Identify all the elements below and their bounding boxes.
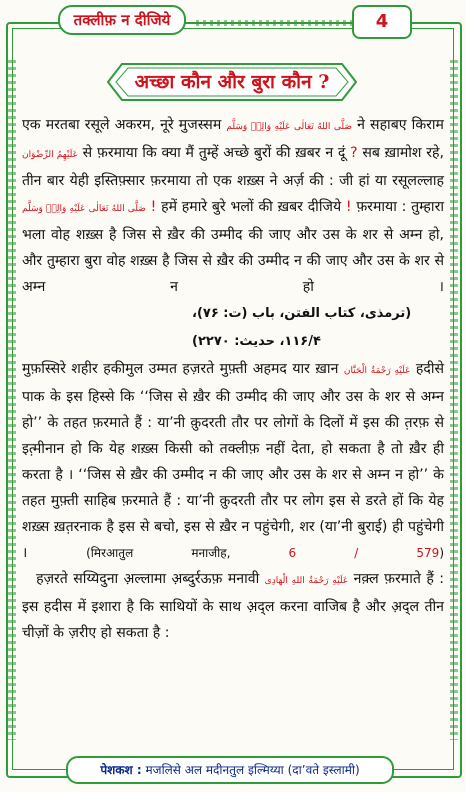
citation-tirmidhi <box>22 300 444 356</box>
footer-label: पेशकश : <box>100 763 142 777</box>
paragraph-2 <box>22 356 444 566</box>
text-run: नक़्ल फ़रमाते हैं : इस हदीस में इशारा है कि साथियों के साथ अ़द्ल करना वाजिब है और अ़द्ल तीन चीज़ों के ज़रीए हो सकता है : <box>22 571 444 641</box>
arabic-honorific: عَلَيْهِمُ الرِّضْوَان <box>22 150 78 160</box>
citation-text: (ترمذی، کتاب الفتن، باب (ت: ۷۶)، ۱۱۶/۴، حدیث: ۲۲۷۰) <box>192 306 412 349</box>
question-mark: ? <box>345 145 358 161</box>
chapter-title: अच्छा कौन और बुरा कौन ? <box>134 71 330 93</box>
book-title: तक्लीफ़ न दीजिये <box>58 5 186 35</box>
arabic-honorific: عَلَيْهِ رَحْمَةُ اللهِ الْهَادِى <box>264 576 349 586</box>
left-vine-ornament <box>8 60 16 740</box>
text-run: ने सहाबए किराम <box>352 117 444 133</box>
text-run: सब ख़ामोश रहे, तीन बार येही इस्तिफ़्सार फ़रमाया तो एक शख़्स ने अर्ज़ की : जी हां या रसूलल्लाह <box>22 145 444 189</box>
reference-close: ) <box>439 546 444 560</box>
reference-number: 6 / 579 <box>288 546 440 560</box>
text-run: हदीसे पाक के इस हिस्से कि ‘‘जिस से ख़ैर की उम्मीद की जाए और उस के शर से अम्न हो’’ के तहत फ़रमाते हैं : या’नी क़ुदरती तौर पर लोगों के दिलों में इस की त़रफ़ से इत़्मीनान हो कि येह शख़्स किसी को तक्लीफ़ नहीं देता, हो सकता है तो ख़ैर ही करता है । ‘‘जिस से ख़ैर की उम्मीद न की जाए और उस के शर से अम्न न हो’’ के तहत मुफ़्ती साहिब फ़रमाते हैं : या’नी क़ुदरती तौर पर लोग इस से डरते हों कि येह शख़्स ख़त़रनाक है इस से बचो, इस से ख़ैर न पहुंचेगी, शर (या’नी बुराई) ही पहुंचेगी । <box>22 361 445 561</box>
text-run: हमें हमारे बुरे भलों की ख़बर दीजिये <box>156 199 342 215</box>
footer-text: मजलिसे अल मदीनतुल इल्मिय्या (दा’वते इस्लामी) <box>141 763 360 777</box>
arabic-salutation: صَلَّى اللهُ تَعَالٰى عَلَيْهِ وَالِهٖ وَسَلَّم <box>22 204 146 214</box>
chapter-banner <box>104 60 360 104</box>
paragraph-1 <box>22 112 444 300</box>
text-run: फ़रमाया : तुम्हारा भला वोह शख़्स है जिस से ख़ैर की उम्मीद की जाए और उस के शर से अम्न हो, और तुम्हारा बुरा वोह शख़्स है जिस से ख़ैर की उम्मीद न की जाए और उस के शर से अम्न न हो । <box>22 199 444 295</box>
arabic-honorific: عَلَيْهِ رَحْمَةُ الْحَنَّان <box>343 366 411 376</box>
text-run: हज़रते सय्यिदुना अ़ल्लामा अ़ब्दुर्रऊफ़ मनावी <box>36 571 265 587</box>
arabic-salutation: صَلَّى اللهُ تَعَالٰى عَلَيْهِ وَالِهٖ وَسَلَّم <box>226 122 352 132</box>
paragraph-3 <box>22 566 444 646</box>
text-run: से फ़रमाया कि क्या मैं तुम्हें अच्छे बुरों की ख़बर न दूं <box>77 145 346 161</box>
exclamation-mark: ! <box>145 199 157 215</box>
top-vine-ornament <box>196 20 366 26</box>
text-run: एक मरतबा रसूले अकरम, नूरे मुजस्सम <box>22 117 227 133</box>
exclamation-mark: ! <box>341 199 352 215</box>
reference-text: (मिरआतुल मनाजीह, <box>86 546 289 560</box>
text-run: मुफ़स्सिरे शहीर हकीमुल उम्मत हज़रते मुफ़्ती अहमद यार ख़ान <box>22 361 344 377</box>
page-number: 4 <box>352 5 412 39</box>
publisher-footer <box>66 756 394 784</box>
page-body <box>22 112 444 646</box>
right-vine-ornament <box>450 60 458 740</box>
